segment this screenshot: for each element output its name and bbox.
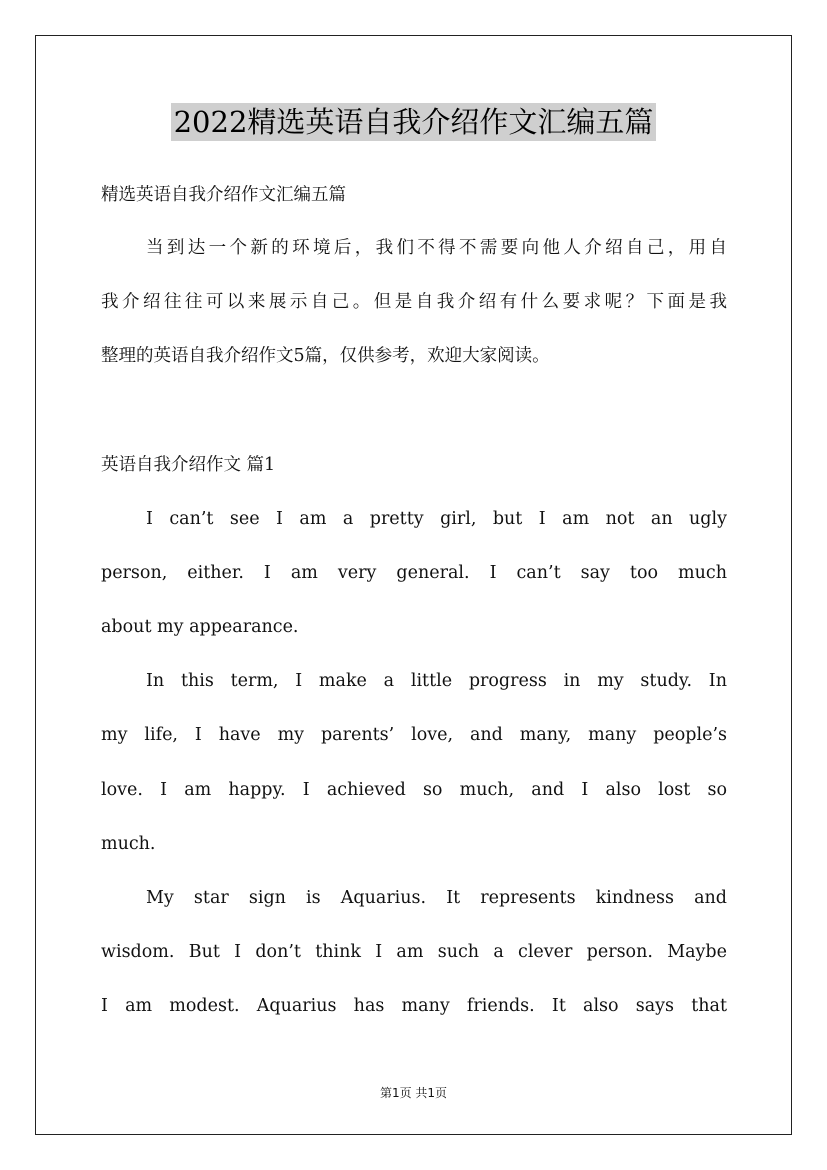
body-line: My star sign is Aquarius. It represents kindness and bbox=[146, 888, 727, 908]
section-heading: 英语自我介绍作文 篇1 bbox=[101, 455, 276, 475]
body-line: my life, I have my parents’ love, and many, many people’s bbox=[101, 725, 727, 745]
body-line: I can’t see I am a pretty girl, but I am not an ugly bbox=[146, 509, 727, 529]
intro-line: 当到达一个新的环境后，我们不得不需要向他人介绍自己，用自 bbox=[146, 238, 727, 258]
intro-line: 整理的英语自我介绍作文5篇，仅供参考，欢迎大家阅读。 bbox=[101, 346, 550, 366]
page-footer: 第1页 共1页 bbox=[379, 1086, 448, 1100]
intro-line: 我介绍往往可以来展示自己。但是自我介绍有什么要求呢？下面是我 bbox=[101, 292, 727, 312]
body-line: love. I am happy. I achieved so much, and I also lost so bbox=[101, 780, 727, 800]
document-title: 2022精选英语自我介绍作文汇编五篇 bbox=[171, 103, 657, 141]
title-container bbox=[0, 103, 827, 141]
body-line: I am modest. Aquarius has many friends. It also says that bbox=[101, 996, 727, 1016]
body-line: wisdom. But I don’t think I am such a clever person. Maybe bbox=[101, 942, 727, 962]
body-line: about my appearance. bbox=[101, 617, 299, 637]
body-line: person, either. I am very general. I can’t say too much bbox=[101, 563, 727, 583]
document-subtitle: 精选英语自我介绍作文汇编五篇 bbox=[101, 185, 346, 205]
body-line: much. bbox=[101, 834, 156, 854]
body-line: In this term, I make a little progress in my study. In bbox=[146, 671, 727, 691]
